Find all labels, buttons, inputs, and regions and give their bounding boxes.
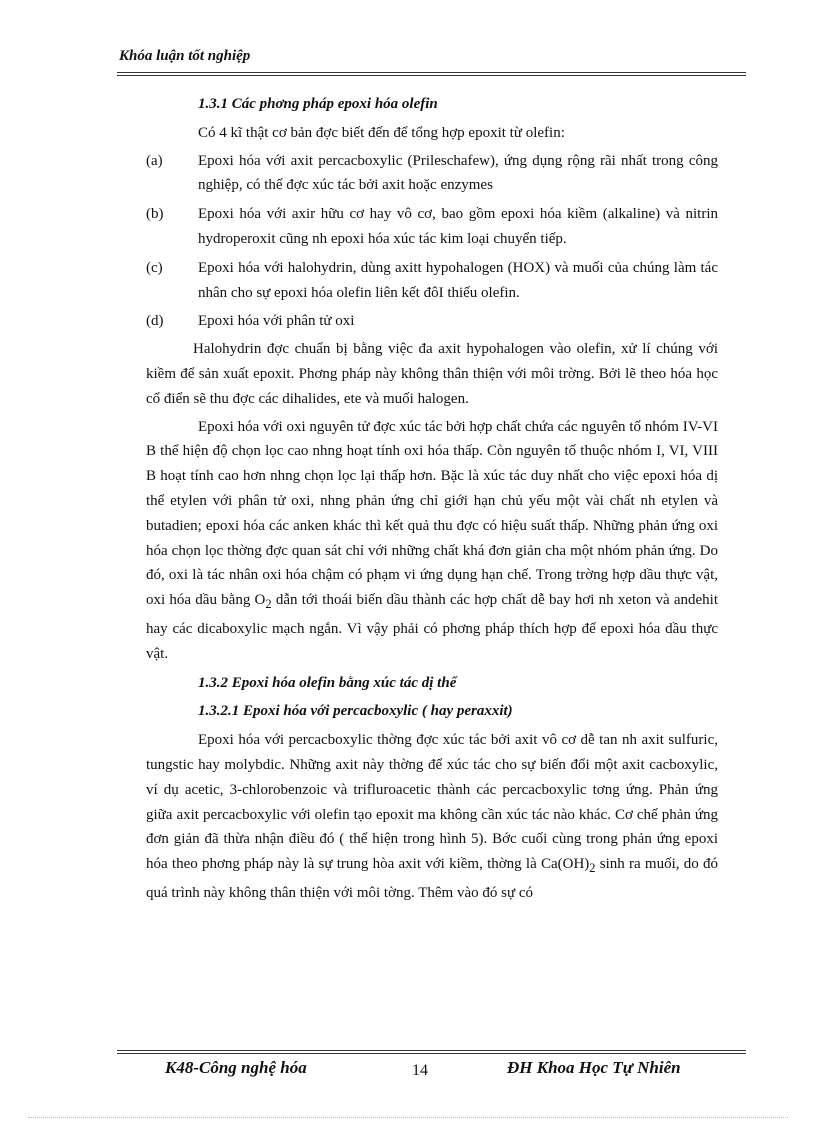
- footer-rule-double: [117, 1053, 746, 1054]
- list-item-label: (a): [146, 152, 163, 169]
- header-title: Khóa luận tốt nghiệp: [119, 48, 251, 64]
- list-item: [146, 256, 718, 306]
- subsection-heading: 1.3.2.1 Epoxi hóa với percacboxylic ( hay peraxxit): [198, 703, 513, 720]
- list-item: [146, 202, 718, 252]
- percacboxylic-paragraph-text-cont: sinh ra muối, do đó quá trình này không thân thiện với môi tờng. Thêm vào đó sự có: [146, 856, 718, 901]
- list-item: [146, 149, 718, 199]
- intro-paragraph: Có 4 kĩ thật cơ bản đợc biết đến để tổng hợp epoxit từ olefin:: [198, 124, 565, 141]
- subscript: 2: [589, 861, 596, 876]
- footer-left: K48-Công nghệ hóa: [165, 1058, 307, 1077]
- subscript: 2: [265, 597, 272, 612]
- list-item-text: Epoxi hóa với phân tử oxi: [198, 313, 355, 330]
- oxi-paragraph-text: Epoxi hóa với oxi nguyên tử đợc xúc tác bởi hợp chất chứa các nguyên tố nhóm IV-VI B thể hiện độ chọn lọc cao nhng hoạt tính oxi hóa thấp. Còn nguyên tố thuộc nhóm I, VI, VIII B hoạt tính cao hơn nhng chọn lọc lại thấp hơn. Bặc là xúc tác duy nhất cho việc epoxi hóa dị thể etylen với phân tử oxi, nhng phản ứng chỉ giới hạn chủ yếu một vài chất nh etylen và butadien; epoxi hóa các anken khác thì kết quả thu đợc có hiệu suất thấp. Những phản ứng oxi hóa chọn lọc thờng đợc quan sát chỉ với những chất khá đơn giản cha một nhóm phản ứng. Do đó, oxi là tác nhân oxi hóa chậm có phạm vi ứng dụng hạn chế. Trong trờng hợp dầu thực vật, oxi hóa dầu bằng O: [146, 418, 718, 609]
- page-number: 14: [412, 1062, 428, 1079]
- oxi-paragraph-text-cont: dẫn tới thoái biến dầu thành các hợp chất dễ bay hơi nh xeton và andehit hay các dicaboxylic mạch ngắn. Vì vậy phải có phơng pháp thích hợp để epoxi hóa dầu thực vật.: [146, 592, 718, 662]
- list-item-text: Epoxi hóa với halohydrin, dùng axitt hypohalogen (HOX) và muối của chúng làm tác nhân cho sự epoxi hóa olefin liên kết đôI thiếu olefin.: [198, 259, 718, 301]
- section-heading: 1.3.1 Các phơng pháp epoxi hóa olefin: [198, 96, 438, 112]
- percacboxylic-paragraph: [146, 728, 718, 906]
- list-item: [146, 309, 718, 334]
- list-item-label: (c): [146, 259, 163, 276]
- footer-rule: [117, 1050, 746, 1051]
- halohydrin-paragraph: Halohydrin đợc chuẩn bị bằng việc đa axit hypohalogen vào olefin, xử lí chúng với kiềm để sản xuất epoxit. Phơng pháp này không thân thiện với môi trờng. Bởi lẽ theo hóa học cổ điển sẽ thu đợc các dihalides, ete và muối halogen.: [146, 341, 718, 407]
- list-item-text: Epoxi hóa với axir hữu cơ hay vô cơ, bao gồm epoxi hóa kiềm (alkaline) và nitrin hydroperoxit cũng nh epoxi hóa xúc tác kim loại chuyển tiếp.: [198, 206, 718, 247]
- oxi-paragraph: [146, 415, 718, 667]
- header-rule-double: [117, 75, 746, 76]
- percacboxylic-paragraph-text: Epoxi hóa với percacboxylic thờng đợc xúc tác bởi axit vô cơ dễ tan nh axit sulfuric, tungstic hay molybdic. Những axit này thờng để xúc tác cho sự biến đổi một axit cacboxylic, ví dụ acetic, 3-chlorobenzoic và trifluroacetic thành các percacboxylic tơng ứng. Phản ứng giữa axit percacboxylic với olefin tạo epoxit ma không cần xúc tác nào khác. Cơ chế phản ứng đơn giản đã thừa nhận điều đó ( thể hiện trong hình 5). Bớc cuối cùng trong phản ứng epoxi hóa theo phơng pháp này là sự trung hòa axit với kiềm, thờng là Ca(OH): [146, 732, 718, 873]
- page-bottom-divider: [28, 1117, 788, 1118]
- list-item-label: (b): [146, 206, 164, 223]
- header-rule: [117, 72, 746, 73]
- footer-right: ĐH Khoa Học Tự Nhiên: [507, 1058, 681, 1077]
- list-item-label: (d): [146, 313, 164, 330]
- page-content: [146, 92, 718, 909]
- list-item-text: Epoxi hóa với axit percacboxylic (Prileschafew), ứng dụng rộng rãi nhất trong công nghiệp, có thể đợc xúc tác bởi axit hoặc enzymes: [198, 152, 718, 194]
- section-heading: 1.3.2 Epoxi hóa olefin bằng xúc tác dị thể: [198, 674, 457, 691]
